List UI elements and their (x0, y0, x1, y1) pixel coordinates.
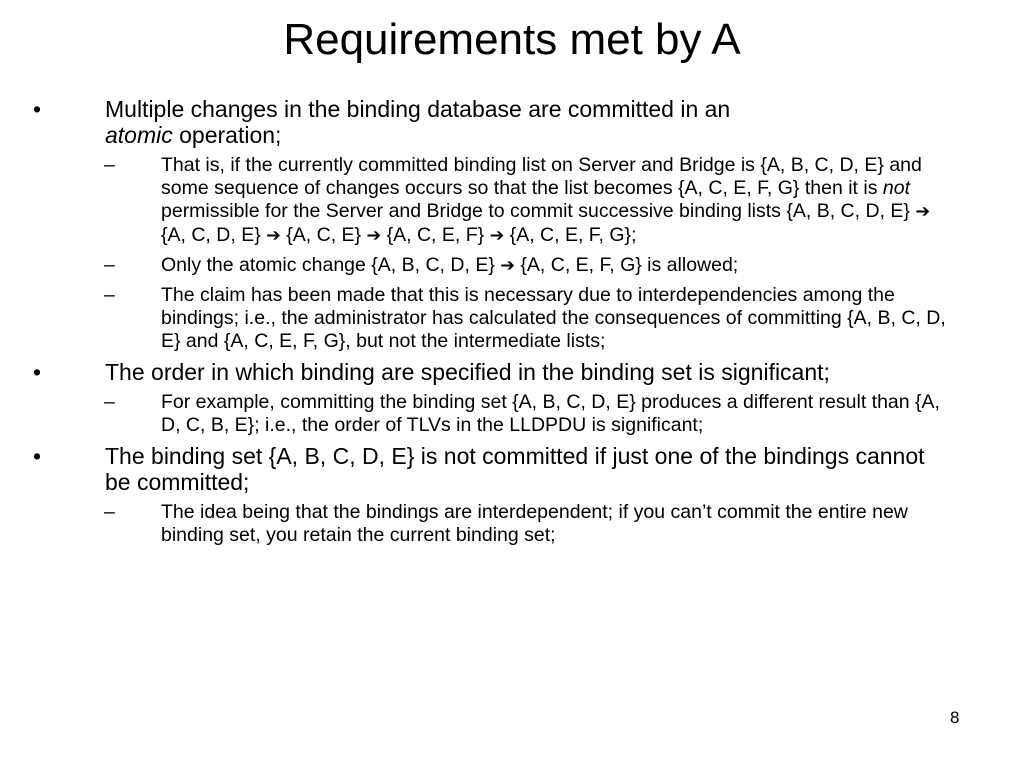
arrow-icon: ➔ (266, 226, 281, 246)
sub-bullet-text: {A, C, E, F, G}; (504, 224, 637, 246)
sub-bullet-emphasis: not (882, 177, 910, 199)
bullet-text: Multiple changes in the binding database are committed in an (105, 96, 731, 122)
page-number: 8 (950, 708, 960, 727)
sub-bullet-text: {A, C, E} (280, 224, 367, 246)
sub-bullet-text: For example, committing the binding set {A, B, C, D, E} produces a different result than {A, D, C, B, E}; i.e., the order of TLVs in the LLDPDU is significant; (161, 391, 940, 436)
bullet-text: The binding set {A, B, C, D, E} is not committed if just one of the bindings cannot be committed; (105, 443, 925, 495)
sub-bullet-item (0, 284, 1024, 353)
sub-bullet-text: The idea being that the bindings are interdependent; if you can’t commit the entire new binding set, you retain the current binding set; (161, 501, 908, 546)
sub-bullet-item (0, 254, 1024, 278)
sub-bullet-text: {A, C, E, F, G} is allowed; (514, 254, 739, 276)
bullet-marker: • (33, 96, 42, 122)
sub-bullet-text: The claim has been made that this is necessary due to interdependencies among the bindings; i.e., the administrator has calculated the consequences of committing {A, B, C, D, E} and {A, C, E, F, G}, but not the intermediate lists; (161, 284, 946, 352)
arrow-icon: ➔ (489, 226, 505, 246)
sub-bullet-item (0, 391, 1024, 437)
dash-marker: – (104, 254, 115, 276)
bullet-text: The order in which binding are specified in the binding set is significant; (105, 359, 830, 385)
bullet-marker: • (33, 443, 42, 469)
bullet-marker: • (33, 359, 42, 385)
arrow-icon: ➔ (500, 256, 515, 276)
sub-bullet-text: Only the atomic change {A, B, C, D, E} (161, 254, 501, 276)
slide-title: Requirements met by A (283, 15, 741, 64)
dash-marker: – (104, 501, 115, 523)
sub-bullet-text: {A, C, D, E} (161, 224, 267, 246)
bullet-item (0, 359, 1024, 385)
arrow-icon: ➔ (915, 202, 931, 222)
bullet-text: operation; (172, 122, 282, 148)
sub-bullet-item (0, 501, 1024, 547)
sub-bullet-item (0, 154, 1024, 248)
sub-bullet-text: permissible for the Server and Bridge to commit successive binding lists {A, B, C, D, E} (161, 200, 916, 222)
sub-bullet-text: {A, C, E, F} (381, 224, 490, 246)
sub-bullet-text: That is, if the currently committed binding list on Server and Bridge is {A, B, C, D, E} and some sequence of changes occurs so that the list becomes {A, C, E, F, G} then it is (161, 154, 922, 199)
slide-body (0, 90, 1024, 547)
dash-marker: – (104, 154, 115, 176)
dash-marker: – (104, 284, 115, 306)
bullet-item (0, 443, 1024, 495)
bullet-text-emphasis: atomic (105, 122, 173, 148)
dash-marker: – (104, 391, 115, 413)
bullet-item (0, 96, 1024, 148)
arrow-icon: ➔ (366, 226, 382, 246)
